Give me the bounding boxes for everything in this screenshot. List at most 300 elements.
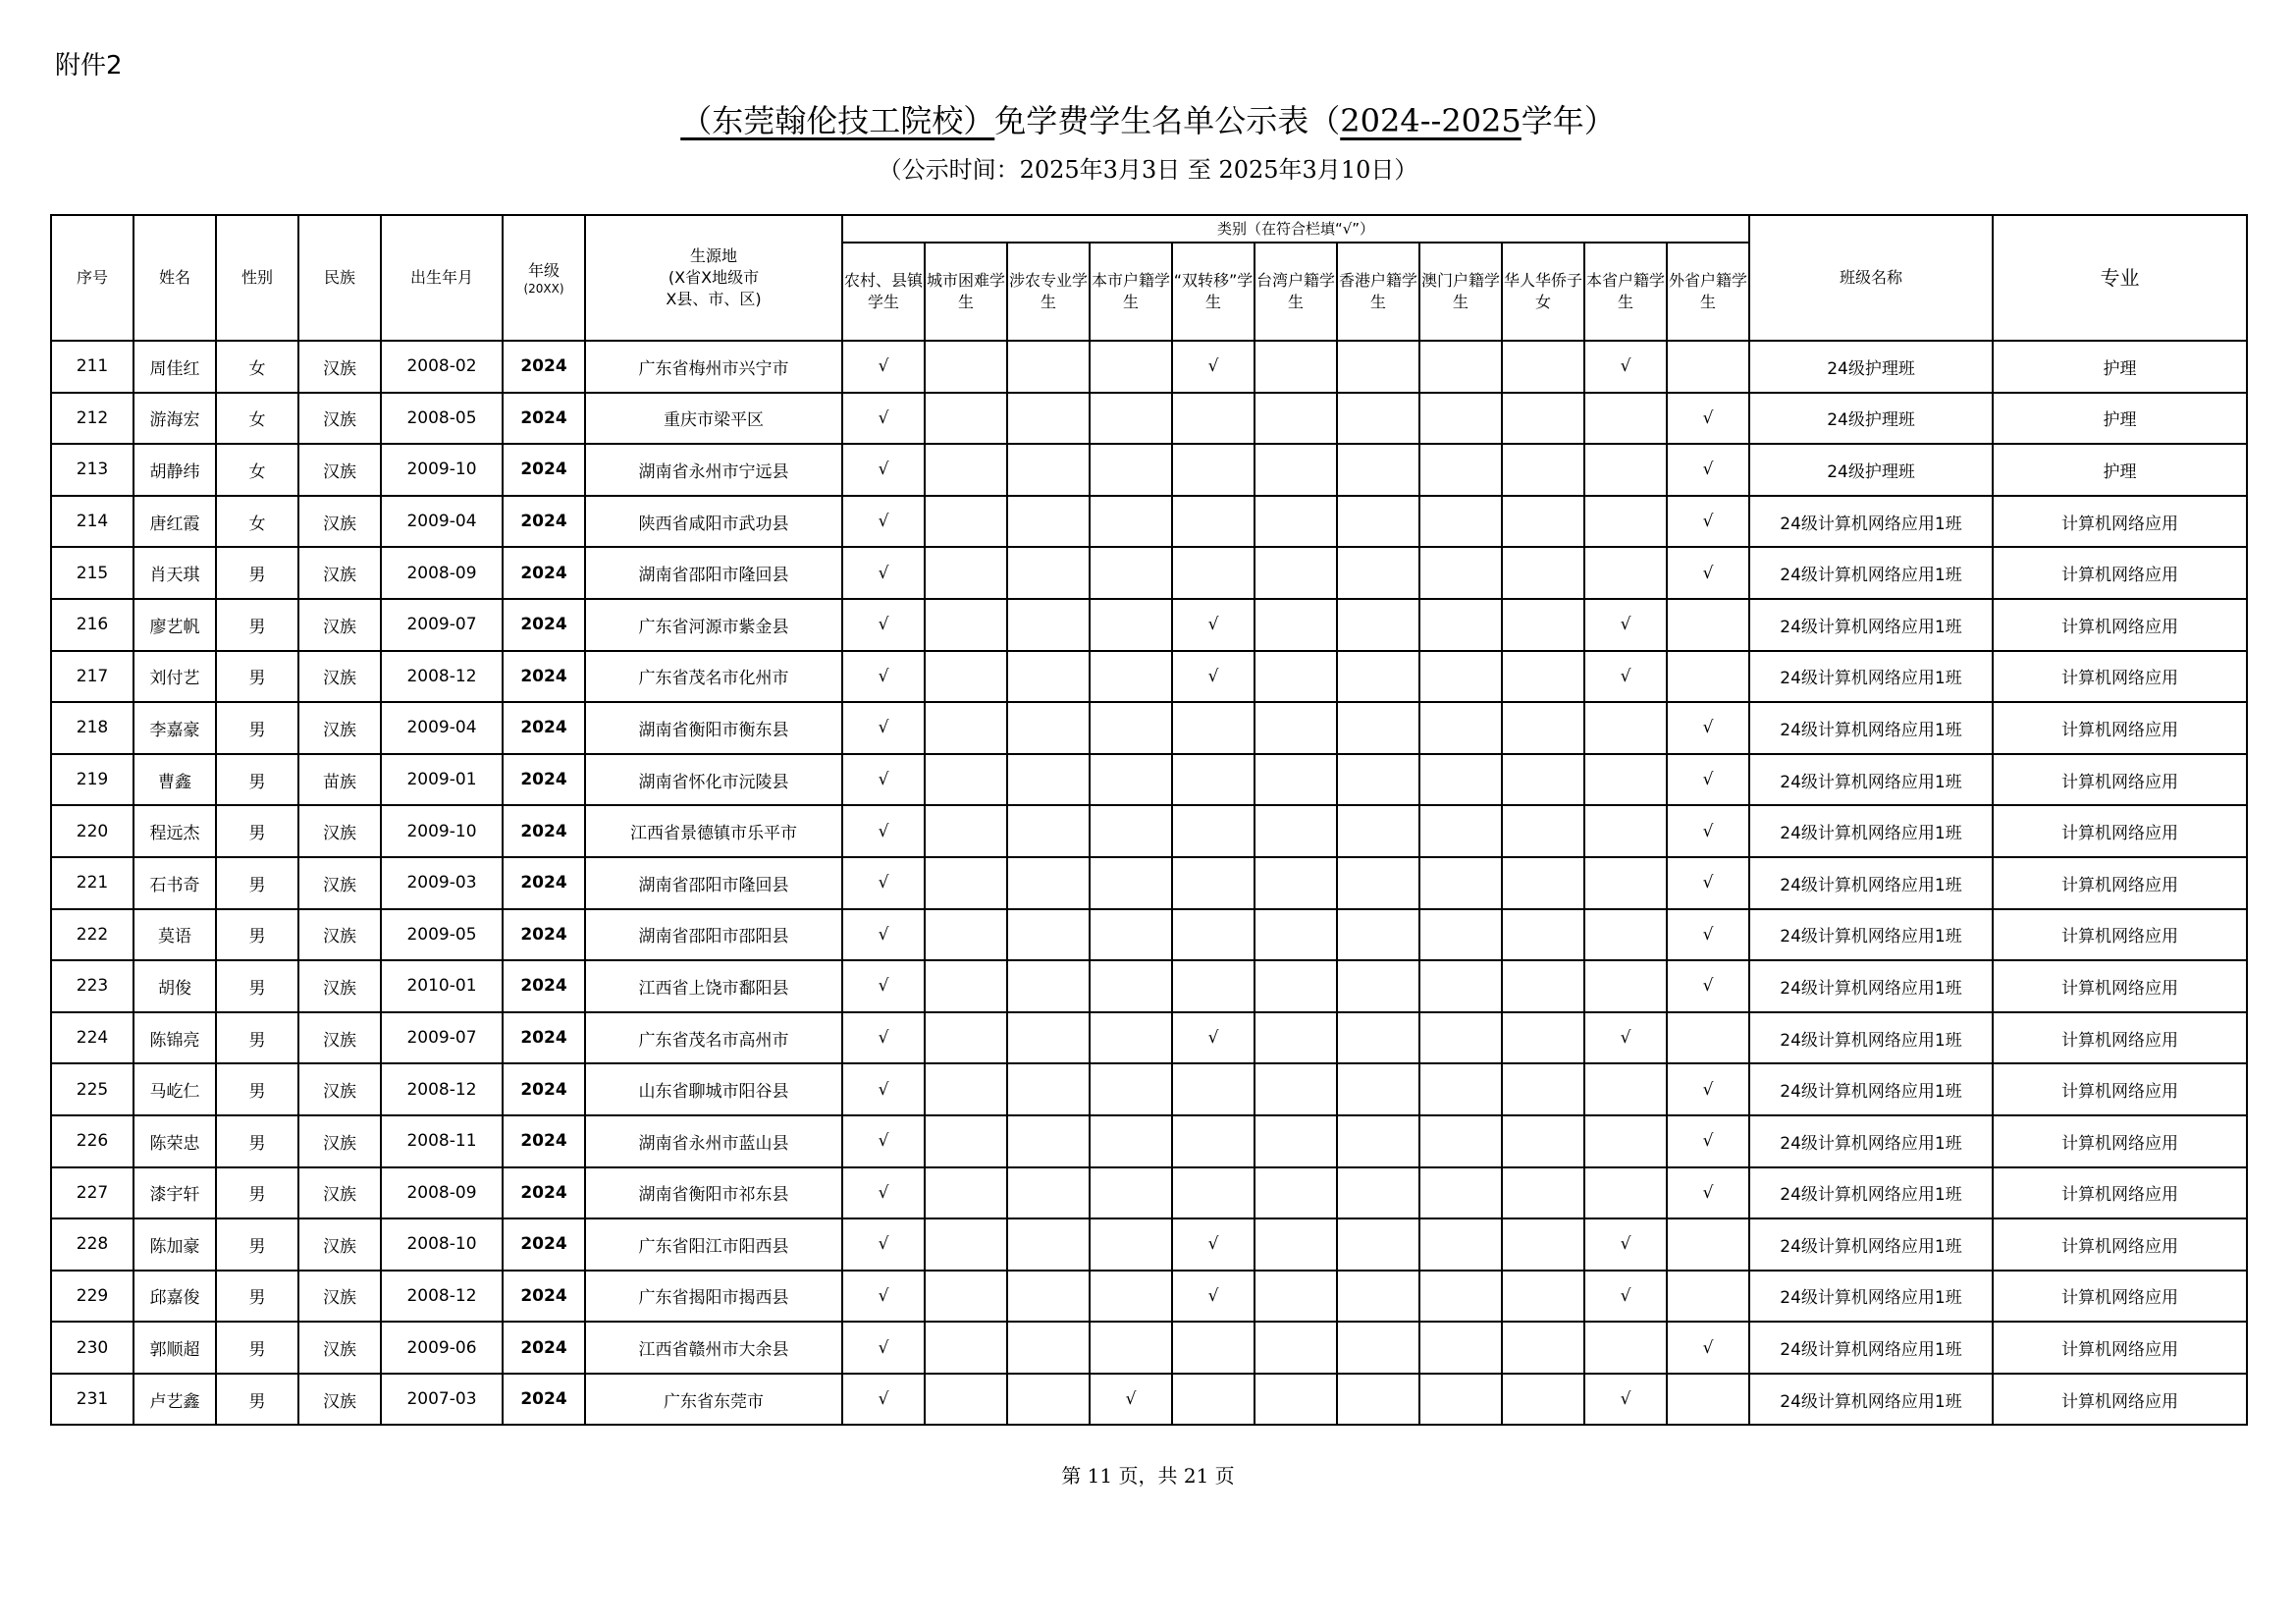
cell-category-8 [1502,754,1584,806]
cell-category-3 [1090,1167,1172,1219]
cell-category-4 [1172,805,1255,857]
cell-ethnicity: 汉族 [298,496,381,548]
table-row [51,496,2247,548]
cell-category-6 [1337,1167,1419,1219]
cell-major: 计算机网络应用 [1993,909,2247,961]
cell-grade: 2024 [503,1167,585,1219]
cell-grade: 2024 [503,805,585,857]
cell-grade: 2024 [503,496,585,548]
cell-name: 唐红霞 [133,496,216,548]
cell-category-8 [1502,805,1584,857]
header-origin-note1: (X省X地级市 [667,268,760,287]
cell-category-2 [1007,960,1090,1012]
cell-seq: 214 [51,496,133,548]
cell-class: 24级计算机网络应用1班 [1749,1374,1993,1426]
cell-category-1 [925,651,1007,703]
cell-category-8 [1502,1271,1584,1323]
cell-category-2 [1007,547,1090,599]
table-row [51,702,2247,754]
cell-category-1 [925,1115,1007,1167]
cell-gender: 男 [216,702,298,754]
cell-category-6 [1337,1218,1419,1271]
cell-category-0: √ [842,754,925,806]
cell-seq: 219 [51,754,133,806]
cell-ethnicity: 汉族 [298,1218,381,1271]
title-school: （东莞翰伦技工院校） [680,102,995,139]
cell-name: 邱嘉俊 [133,1271,216,1323]
cell-category-5 [1255,599,1337,651]
header-category-2: 涉农专业学生 [1007,243,1090,341]
cell-category-2 [1007,1115,1090,1167]
cell-category-10: √ [1667,857,1749,909]
cell-category-3: √ [1090,1374,1172,1426]
cell-category-8 [1502,547,1584,599]
cell-category-3 [1090,754,1172,806]
cell-seq: 230 [51,1322,133,1374]
cell-category-0: √ [842,909,925,961]
cell-category-2 [1007,1012,1090,1064]
cell-category-0: √ [842,1271,925,1323]
cell-category-9: √ [1584,1374,1667,1426]
cell-category-1 [925,909,1007,961]
cell-category-6 [1337,1012,1419,1064]
cell-category-2 [1007,702,1090,754]
cell-category-6 [1337,754,1419,806]
cell-category-5 [1255,393,1337,445]
cell-major: 计算机网络应用 [1993,1115,2247,1167]
cell-class: 24级计算机网络应用1班 [1749,960,1993,1012]
cell-birth: 2008-09 [381,1167,503,1219]
cell-category-4 [1172,547,1255,599]
cell-category-7 [1419,651,1502,703]
cell-category-2 [1007,909,1090,961]
cell-major: 计算机网络应用 [1993,857,2247,909]
cell-grade: 2024 [503,702,585,754]
cell-birth: 2008-12 [381,1063,503,1115]
cell-category-7 [1419,393,1502,445]
title-year: 2024--2025 [1340,102,1522,139]
table-row [51,393,2247,445]
cell-category-9 [1584,1115,1667,1167]
header-grade-label: 年级 [527,261,560,280]
cell-major: 计算机网络应用 [1993,1063,2247,1115]
cell-category-5 [1255,1322,1337,1374]
cell-category-1 [925,547,1007,599]
cell-category-3 [1090,1322,1172,1374]
cell-name: 程远杰 [133,805,216,857]
cell-origin: 山东省聊城市阳谷县 [585,1063,842,1115]
table-row [51,754,2247,806]
cell-category-0: √ [842,651,925,703]
cell-birth: 2009-07 [381,599,503,651]
table-row [51,1167,2247,1219]
cell-category-0: √ [842,444,925,496]
cell-category-8 [1502,1063,1584,1115]
cell-category-4 [1172,1374,1255,1426]
cell-class: 24级护理班 [1749,444,1993,496]
cell-category-4: √ [1172,599,1255,651]
cell-category-5 [1255,1218,1337,1271]
cell-category-6 [1337,1322,1419,1374]
cell-origin: 湖南省怀化市沅陵县 [585,754,842,806]
cell-gender: 男 [216,1012,298,1064]
table-row [51,1012,2247,1064]
cell-origin: 湖南省衡阳市祁东县 [585,1167,842,1219]
cell-category-0: √ [842,805,925,857]
cell-category-5 [1255,1115,1337,1167]
cell-category-1 [925,754,1007,806]
cell-class: 24级计算机网络应用1班 [1749,1167,1993,1219]
cell-origin: 陕西省咸阳市武功县 [585,496,842,548]
cell-category-5 [1255,702,1337,754]
cell-origin: 江西省景德镇市乐平市 [585,805,842,857]
cell-grade: 2024 [503,960,585,1012]
cell-category-1 [925,496,1007,548]
cell-category-10: √ [1667,1322,1749,1374]
cell-seq: 229 [51,1271,133,1323]
cell-class: 24级计算机网络应用1班 [1749,754,1993,806]
header-category-4: “双转移”学生 [1172,243,1255,341]
cell-category-5 [1255,1271,1337,1323]
cell-category-5 [1255,1167,1337,1219]
cell-major: 计算机网络应用 [1993,599,2247,651]
cell-gender: 男 [216,651,298,703]
cell-major: 计算机网络应用 [1993,960,2247,1012]
cell-class: 24级计算机网络应用1班 [1749,496,1993,548]
header-gender: 性别 [216,215,298,341]
cell-category-1 [925,444,1007,496]
cell-ethnicity: 汉族 [298,1115,381,1167]
cell-major: 计算机网络应用 [1993,1374,2247,1426]
cell-gender: 男 [216,1115,298,1167]
cell-gender: 男 [216,547,298,599]
header-category-9: 本省户籍学生 [1584,243,1667,341]
table-row [51,444,2247,496]
cell-category-0: √ [842,547,925,599]
cell-category-9: √ [1584,1218,1667,1271]
cell-category-2 [1007,599,1090,651]
cell-category-3 [1090,805,1172,857]
cell-category-4 [1172,857,1255,909]
page-number: 第 11 页，共 21 页 [1061,1464,1235,1488]
cell-name: 陈锦亮 [133,1012,216,1064]
cell-birth: 2008-12 [381,651,503,703]
cell-major: 计算机网络应用 [1993,805,2247,857]
cell-grade: 2024 [503,1374,585,1426]
cell-grade: 2024 [503,1115,585,1167]
cell-category-1 [925,1374,1007,1426]
header-birth: 出生年月 [381,215,503,341]
cell-category-10 [1667,651,1749,703]
cell-name: 廖艺帆 [133,599,216,651]
cell-origin: 湖南省衡阳市衡东县 [585,702,842,754]
table-row [51,1374,2247,1426]
cell-category-0: √ [842,599,925,651]
cell-origin: 广东省茂名市高州市 [585,1012,842,1064]
student-roster-table [50,214,2248,1426]
cell-birth: 2009-07 [381,1012,503,1064]
cell-category-1 [925,857,1007,909]
cell-category-9 [1584,1167,1667,1219]
cell-category-10 [1667,1218,1749,1271]
cell-seq: 220 [51,805,133,857]
cell-major: 护理 [1993,393,2247,445]
cell-gender: 女 [216,393,298,445]
cell-origin: 重庆市梁平区 [585,393,842,445]
cell-category-7 [1419,857,1502,909]
cell-name: 胡俊 [133,960,216,1012]
table-row [51,547,2247,599]
cell-category-7 [1419,547,1502,599]
cell-category-8 [1502,1218,1584,1271]
cell-seq: 216 [51,599,133,651]
cell-class: 24级计算机网络应用1班 [1749,1218,1993,1271]
cell-grade: 2024 [503,547,585,599]
cell-origin: 广东省揭阳市揭西县 [585,1271,842,1323]
cell-category-5 [1255,1012,1337,1064]
cell-ethnicity: 汉族 [298,547,381,599]
cell-category-6 [1337,805,1419,857]
cell-category-6 [1337,702,1419,754]
cell-gender: 女 [216,496,298,548]
cell-category-3 [1090,960,1172,1012]
table-row [51,1271,2247,1323]
cell-category-7 [1419,1374,1502,1426]
cell-category-10 [1667,1012,1749,1064]
cell-category-8 [1502,960,1584,1012]
cell-birth: 2009-10 [381,444,503,496]
cell-category-6 [1337,393,1419,445]
cell-category-7 [1419,1115,1502,1167]
cell-category-0: √ [842,857,925,909]
cell-seq: 221 [51,857,133,909]
cell-category-3 [1090,909,1172,961]
cell-gender: 男 [216,909,298,961]
cell-seq: 223 [51,960,133,1012]
cell-gender: 男 [216,1063,298,1115]
header-class: 班级名称 [1749,215,1993,341]
cell-category-0: √ [842,1063,925,1115]
cell-gender: 女 [216,444,298,496]
cell-category-2 [1007,1218,1090,1271]
cell-name: 莫语 [133,909,216,961]
cell-category-9 [1584,960,1667,1012]
cell-seq: 224 [51,1012,133,1064]
cell-major: 计算机网络应用 [1993,1322,2247,1374]
cell-category-10 [1667,1374,1749,1426]
cell-category-10: √ [1667,444,1749,496]
cell-category-8 [1502,651,1584,703]
cell-category-2 [1007,1271,1090,1323]
cell-category-10 [1667,341,1749,393]
cell-seq: 227 [51,1167,133,1219]
cell-major: 计算机网络应用 [1993,1218,2247,1271]
cell-name: 曹鑫 [133,754,216,806]
header-origin-label: 生源地 [689,246,737,265]
cell-class: 24级计算机网络应用1班 [1749,1322,1993,1374]
cell-category-10 [1667,1271,1749,1323]
cell-category-4 [1172,754,1255,806]
cell-category-8 [1502,1167,1584,1219]
table-row [51,1115,2247,1167]
cell-category-6 [1337,960,1419,1012]
cell-category-2 [1007,754,1090,806]
cell-gender: 男 [216,1374,298,1426]
cell-category-6 [1337,1063,1419,1115]
cell-category-2 [1007,805,1090,857]
cell-ethnicity: 汉族 [298,1167,381,1219]
cell-category-5 [1255,805,1337,857]
cell-category-8 [1502,857,1584,909]
cell-category-1 [925,1271,1007,1323]
cell-category-1 [925,341,1007,393]
cell-category-7 [1419,599,1502,651]
cell-category-2 [1007,1322,1090,1374]
cell-birth: 2010-01 [381,960,503,1012]
cell-category-3 [1090,444,1172,496]
cell-origin: 广东省梅州市兴宁市 [585,341,842,393]
title-main: 免学费学生名单公示表（ [994,102,1341,139]
cell-grade: 2024 [503,599,585,651]
cell-seq: 217 [51,651,133,703]
cell-origin: 江西省赣州市大余县 [585,1322,842,1374]
cell-category-9 [1584,857,1667,909]
header-category-7: 澳门户籍学生 [1419,243,1502,341]
cell-category-7 [1419,960,1502,1012]
cell-birth: 2009-01 [381,754,503,806]
cell-category-4 [1172,496,1255,548]
cell-category-3 [1090,341,1172,393]
cell-category-7 [1419,909,1502,961]
cell-name: 游海宏 [133,393,216,445]
cell-origin: 湖南省邵阳市隆回县 [585,547,842,599]
cell-major: 计算机网络应用 [1993,754,2247,806]
cell-birth: 2009-05 [381,909,503,961]
cell-category-7 [1419,754,1502,806]
cell-category-1 [925,393,1007,445]
cell-category-6 [1337,444,1419,496]
cell-category-2 [1007,857,1090,909]
header-seq: 序号 [51,215,133,341]
cell-category-5 [1255,496,1337,548]
header-name: 姓名 [133,215,216,341]
cell-major: 计算机网络应用 [1993,651,2247,703]
cell-category-0: √ [842,496,925,548]
header-category-6: 香港户籍学生 [1337,243,1419,341]
cell-name: 周佳红 [133,341,216,393]
cell-category-4 [1172,909,1255,961]
cell-ethnicity: 汉族 [298,341,381,393]
cell-birth: 2009-04 [381,496,503,548]
cell-gender: 男 [216,1271,298,1323]
cell-category-3 [1090,547,1172,599]
cell-category-1 [925,599,1007,651]
cell-seq: 222 [51,909,133,961]
cell-category-9 [1584,444,1667,496]
cell-grade: 2024 [503,857,585,909]
cell-category-10: √ [1667,1063,1749,1115]
cell-category-10: √ [1667,1167,1749,1219]
cell-birth: 2009-04 [381,702,503,754]
cell-category-9 [1584,754,1667,806]
cell-ethnicity: 汉族 [298,1271,381,1323]
cell-category-4 [1172,702,1255,754]
cell-grade: 2024 [503,1218,585,1271]
cell-ethnicity: 汉族 [298,805,381,857]
header-category-5: 台湾户籍学生 [1255,243,1337,341]
cell-category-6 [1337,857,1419,909]
cell-category-3 [1090,393,1172,445]
cell-category-5 [1255,444,1337,496]
header-category-3: 本市户籍学生 [1090,243,1172,341]
cell-category-7 [1419,702,1502,754]
cell-category-5 [1255,857,1337,909]
cell-name: 胡静纬 [133,444,216,496]
cell-gender: 男 [216,1167,298,1219]
cell-major: 护理 [1993,444,2247,496]
cell-category-2 [1007,651,1090,703]
cell-class: 24级计算机网络应用1班 [1749,547,1993,599]
cell-category-3 [1090,857,1172,909]
cell-category-1 [925,1218,1007,1271]
cell-birth: 2007-03 [381,1374,503,1426]
cell-grade: 2024 [503,754,585,806]
cell-grade: 2024 [503,341,585,393]
publicity-period: （公示时间：2025年3月3日 至 2025年3月10日） [878,156,1418,184]
cell-category-8 [1502,1374,1584,1426]
cell-grade: 2024 [503,1063,585,1115]
cell-category-6 [1337,496,1419,548]
cell-category-8 [1502,1322,1584,1374]
cell-seq: 211 [51,341,133,393]
cell-name: 肖天琪 [133,547,216,599]
cell-category-3 [1090,599,1172,651]
cell-birth: 2009-10 [381,805,503,857]
cell-origin: 广东省阳江市阳西县 [585,1218,842,1271]
cell-category-10: √ [1667,805,1749,857]
cell-ethnicity: 汉族 [298,1063,381,1115]
cell-category-4 [1172,393,1255,445]
table-row [51,857,2247,909]
cell-category-9: √ [1584,1271,1667,1323]
cell-name: 卢艺鑫 [133,1374,216,1426]
table-row [51,960,2247,1012]
cell-category-9: √ [1584,599,1667,651]
cell-category-7 [1419,1167,1502,1219]
cell-ethnicity: 汉族 [298,702,381,754]
cell-category-4 [1172,1167,1255,1219]
cell-category-9 [1584,702,1667,754]
cell-category-7 [1419,1322,1502,1374]
cell-gender: 男 [216,1218,298,1271]
cell-name: 刘付艺 [133,651,216,703]
cell-ethnicity: 汉族 [298,1322,381,1374]
cell-name: 陈加豪 [133,1218,216,1271]
cell-ethnicity: 汉族 [298,960,381,1012]
cell-category-9 [1584,547,1667,599]
attachment-label: 附件2 [55,51,123,81]
cell-class: 24级计算机网络应用1班 [1749,1063,1993,1115]
cell-category-5 [1255,651,1337,703]
cell-category-0: √ [842,1374,925,1426]
cell-category-10: √ [1667,547,1749,599]
cell-category-2 [1007,1374,1090,1426]
cell-class: 24级计算机网络应用1班 [1749,1115,1993,1167]
cell-birth: 2008-05 [381,393,503,445]
cell-category-8 [1502,1012,1584,1064]
cell-category-5 [1255,1063,1337,1115]
cell-category-3 [1090,1271,1172,1323]
